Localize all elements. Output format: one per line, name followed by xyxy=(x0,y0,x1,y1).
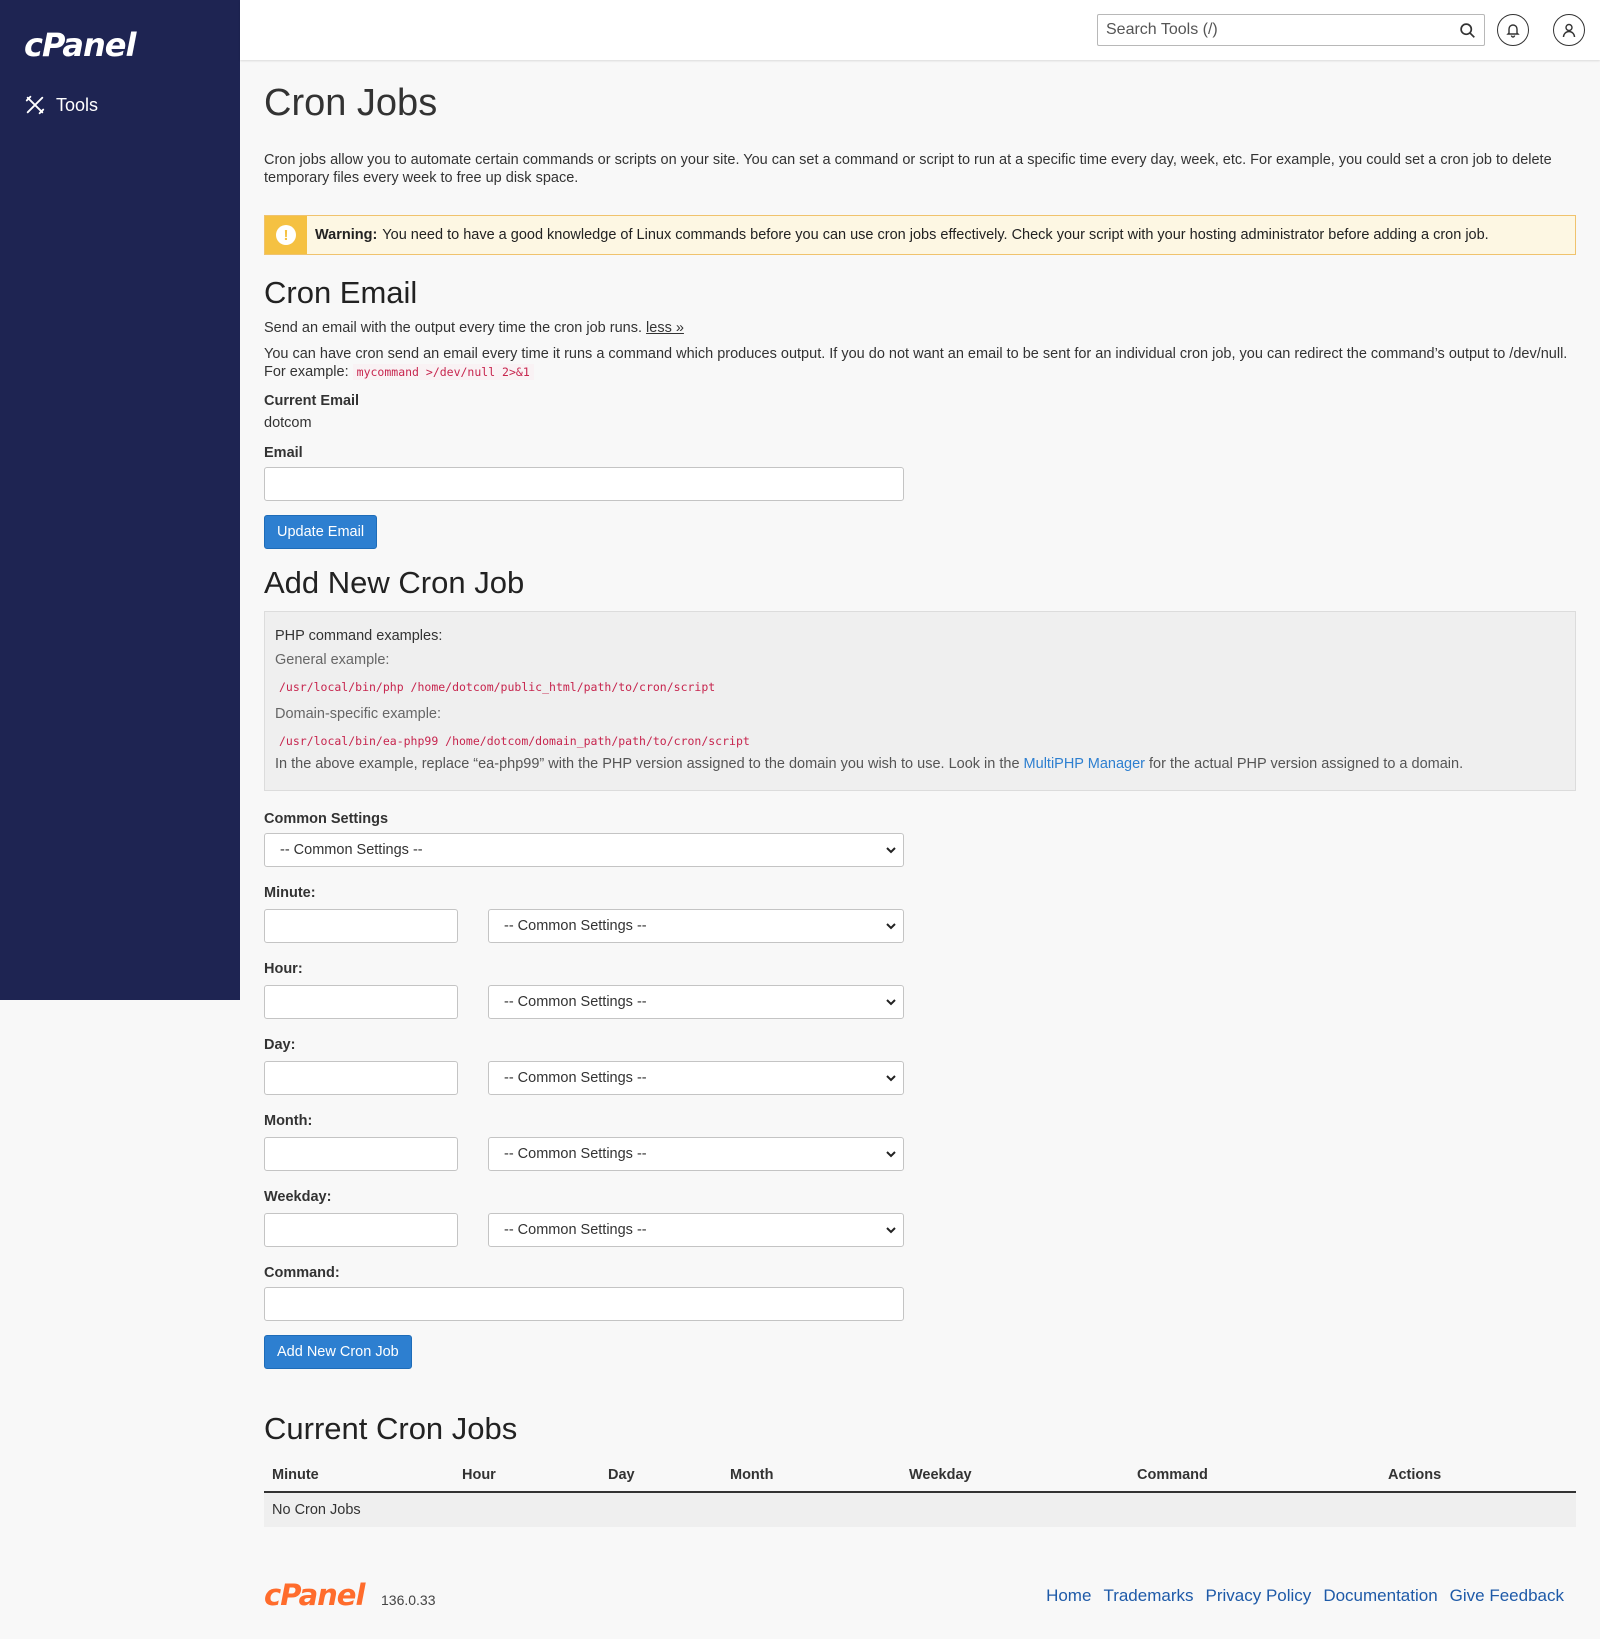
common-settings-select[interactable] xyxy=(264,833,904,867)
schedule-value-input[interactable] xyxy=(264,1137,458,1171)
column-header[interactable]: Actions xyxy=(1380,1459,1576,1492)
version-text: 136.0.33 xyxy=(381,1592,436,1608)
schedule-field-label: Minute: xyxy=(264,885,316,901)
command-field[interactable] xyxy=(264,1287,904,1321)
add-cron-heading: Add New Cron Job xyxy=(264,565,525,600)
table-row xyxy=(264,1492,1576,1527)
footer-link[interactable]: Privacy Policy xyxy=(1205,1586,1312,1605)
column-header[interactable]: Day xyxy=(600,1459,722,1492)
examples-note xyxy=(275,756,1565,772)
column-header[interactable]: Month xyxy=(722,1459,901,1492)
chevron-down-icon xyxy=(885,1224,897,1236)
current-email-label: Current Email xyxy=(264,393,360,409)
schedule-field-label: Day: xyxy=(264,1037,296,1053)
schedule-value-input[interactable] xyxy=(264,1213,458,1247)
select-value: -- Common Settings -- xyxy=(504,1070,647,1086)
domain-example-label: Domain-specific example: xyxy=(275,706,442,722)
footer-link[interactable]: Give Feedback xyxy=(1449,1586,1564,1605)
domain-example-code: /usr/local/bin/ea-php99 /home/dotcom/domain_path/path/to/cron/script xyxy=(279,734,750,748)
search-icon[interactable] xyxy=(1459,22,1476,39)
general-example-code: /usr/local/bin/php /home/dotcom/public_html/path/to/cron/script xyxy=(279,680,716,694)
schedule-field-row xyxy=(264,1213,1576,1247)
cron-email-description-text: Send an email with the output every time the cron job runs. xyxy=(264,320,643,336)
current-email-value: dotcom xyxy=(264,415,312,431)
warning-icon: ! xyxy=(265,216,307,254)
cron-email-section xyxy=(264,275,1576,549)
email-label: Email xyxy=(264,445,303,461)
empty-state: No Cron Jobs xyxy=(264,1492,1576,1527)
common-settings-label: Common Settings xyxy=(264,811,389,827)
table-header-row xyxy=(264,1459,1576,1492)
column-header[interactable]: Command xyxy=(1129,1459,1380,1492)
command-label: Command: xyxy=(264,1265,340,1281)
bell-icon xyxy=(1505,22,1521,38)
schedule-common-settings-select[interactable] xyxy=(488,1137,904,1171)
footer-link[interactable]: Trademarks xyxy=(1103,1586,1194,1605)
warning-label: Warning: xyxy=(315,227,378,243)
search-box[interactable] xyxy=(1097,14,1485,46)
update-email-button[interactable]: Update Email xyxy=(264,515,377,549)
chevron-down-icon xyxy=(885,920,897,932)
schedule-common-settings-select[interactable] xyxy=(488,985,904,1019)
select-value: -- Common Settings -- xyxy=(504,918,647,934)
examples-title: PHP command examples: xyxy=(275,628,443,644)
select-value: -- Common Settings -- xyxy=(504,1222,647,1238)
common-settings-value: -- Common Settings -- xyxy=(280,842,423,858)
schedule-value-input[interactable] xyxy=(264,985,458,1019)
footer-logo: cPanel xyxy=(264,1578,365,1612)
cron-email-heading: Cron Email xyxy=(264,275,418,310)
user-menu-button[interactable] xyxy=(1553,14,1585,46)
search-input[interactable] xyxy=(1106,21,1459,39)
schedule-field-label: Hour: xyxy=(264,961,303,977)
top-bar xyxy=(240,0,1600,60)
current-jobs-heading: Current Cron Jobs xyxy=(264,1411,518,1446)
less-link[interactable]: less » xyxy=(646,320,684,336)
cron-email-description xyxy=(264,319,1576,337)
chevron-down-icon xyxy=(885,844,897,856)
column-header[interactable]: Weekday xyxy=(901,1459,1129,1492)
sidebar xyxy=(0,0,240,1000)
schedule-common-settings-select[interactable] xyxy=(488,1213,904,1247)
cron-jobs-table xyxy=(264,1459,1576,1527)
email-field[interactable] xyxy=(264,467,904,501)
footer-link[interactable]: Home xyxy=(1046,1586,1092,1605)
php-examples-box xyxy=(264,611,1576,791)
cron-email-detail-text: You can have cron send an email every time it runs a command which produces output. If you do not want an email to be sent for an individual cron job, you can redirect the command’s output to /dev/null. For example: xyxy=(264,346,1568,380)
tools-icon xyxy=(24,94,46,116)
sidebar-item-tools[interactable] xyxy=(24,94,98,116)
schedule-common-settings-select[interactable] xyxy=(488,1061,904,1095)
schedule-field-label: Month: xyxy=(264,1113,313,1129)
footer-link[interactable]: Documentation xyxy=(1323,1586,1438,1605)
main-content xyxy=(264,60,1576,1527)
column-header[interactable]: Hour xyxy=(454,1459,600,1492)
schedule-field-label: Weekday: xyxy=(264,1189,332,1205)
sidebar-item-label: Tools xyxy=(56,94,99,115)
footer xyxy=(264,1578,1576,1618)
schedule-value-input[interactable] xyxy=(264,1061,458,1095)
cpanel-logo[interactable]: cPanel xyxy=(24,26,136,64)
schedule-fields xyxy=(264,885,1576,1247)
warning-text: You need to have a good knowledge of Linux commands before you can use cron jobs effectively. Check your script with your hosting administrator before adding a cron job. xyxy=(382,227,1489,243)
chevron-down-icon xyxy=(885,1072,897,1084)
notifications-button[interactable] xyxy=(1497,14,1529,46)
schedule-common-settings-select[interactable] xyxy=(488,909,904,943)
chevron-down-icon xyxy=(885,996,897,1008)
schedule-value-input[interactable] xyxy=(264,909,458,943)
schedule-field-row xyxy=(264,909,1576,943)
page-intro: Cron jobs allow you to automate certain commands or scripts on your site. You can set a command or script to run at a specific time every day, week, etc. For example, you could set a cron job to delete temporary files every week to free up disk space. xyxy=(264,152,1552,186)
schedule-field-row xyxy=(264,1137,1576,1171)
chevron-down-icon xyxy=(885,1148,897,1160)
footer-links xyxy=(1046,1586,1564,1606)
add-cron-job-button[interactable]: Add New Cron Job xyxy=(264,1335,412,1369)
page-title: Cron Jobs xyxy=(264,82,438,124)
column-header[interactable]: Minute xyxy=(264,1459,454,1492)
schedule-field-row xyxy=(264,1061,1576,1095)
schedule-field-row xyxy=(264,985,1576,1019)
note-text-before: In the above example, replace “ea-php99” with the PHP version assigned to the domain you wish to use. Look in the xyxy=(275,756,1020,772)
cron-email-detail xyxy=(264,345,1576,381)
select-value: -- Common Settings -- xyxy=(504,994,647,1010)
warning-callout xyxy=(264,215,1576,255)
select-value: -- Common Settings -- xyxy=(504,1146,647,1162)
note-text-after: for the actual PHP version assigned to a domain. xyxy=(1149,756,1464,772)
user-icon xyxy=(1561,22,1577,38)
general-example-label: General example: xyxy=(275,652,390,668)
multiphp-manager-link[interactable]: MultiPHP Manager xyxy=(1023,756,1145,772)
example-code: mycommand >/dev/null 2>&1 xyxy=(353,364,534,380)
